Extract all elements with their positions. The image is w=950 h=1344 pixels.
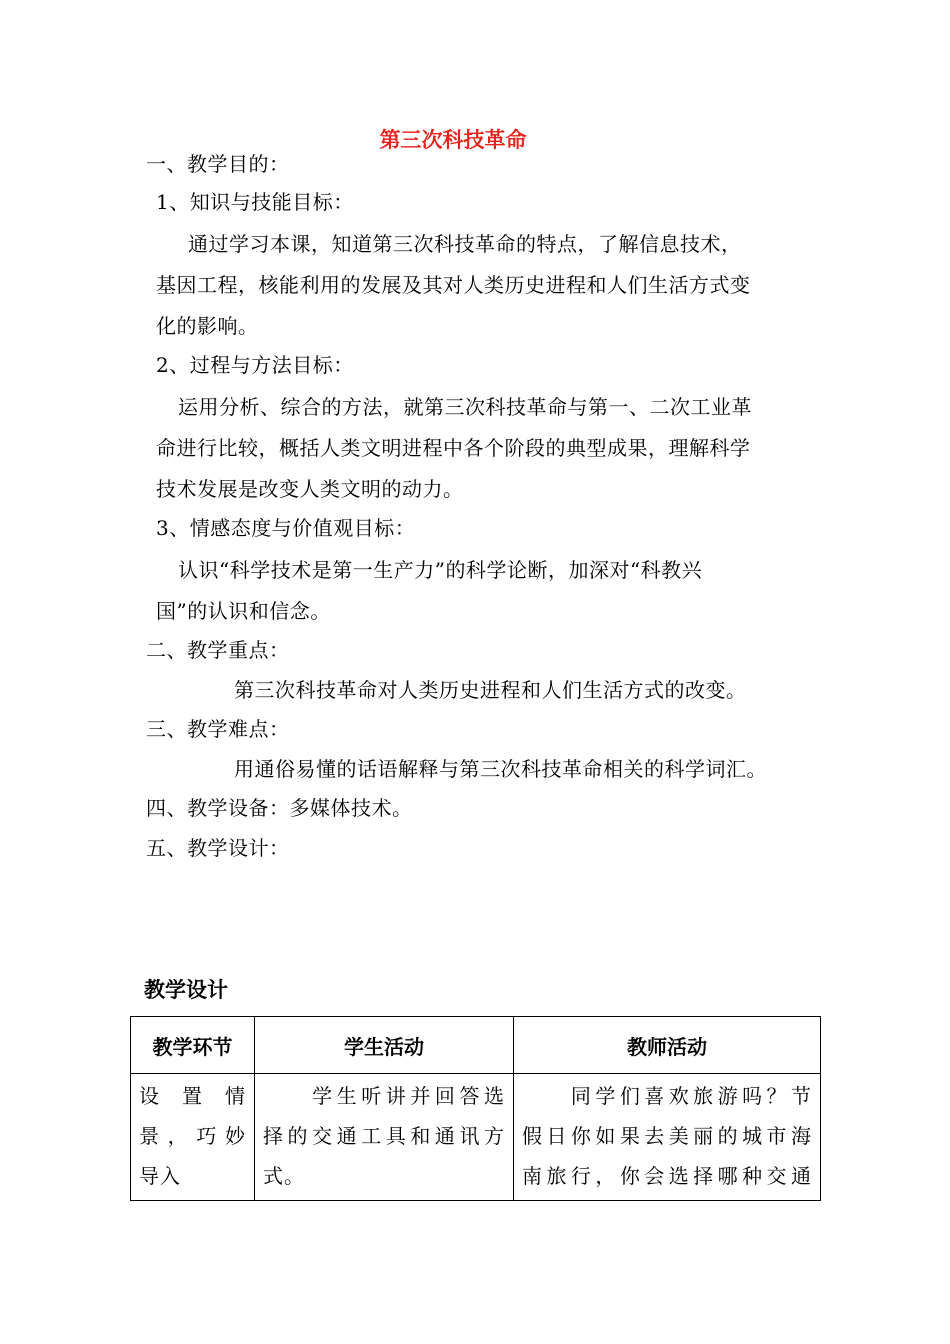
goal1-line-3: 化的影响。	[156, 314, 259, 338]
cell-stage	[131, 1074, 255, 1201]
section-heading-equipment: 四、教学设备：多媒体技术。	[146, 796, 413, 820]
table-header-row	[131, 1017, 821, 1074]
cell-student	[255, 1074, 514, 1201]
design-table-heading: 教学设计	[144, 978, 228, 1002]
cell-student-line-1: 学生听讲并回答选	[263, 1084, 505, 1108]
difficulties-content: 用通俗易懂的话语解释与第三次科技革命相关的科学词汇。	[234, 757, 767, 781]
goal1-heading: 1、知识与技能目标：	[156, 190, 354, 214]
design-table	[130, 1016, 821, 1201]
column-header-student: 学生活动	[255, 1017, 514, 1074]
section-heading-design: 五、教学设计：	[146, 836, 290, 860]
cell-student-line-2: 择的交通工具和通讯方	[263, 1124, 505, 1148]
column-header-stage: 教学环节	[131, 1017, 255, 1074]
goal1-line-2: 基因工程，核能利用的发展及其对人类历史进程和人们生活方式变	[156, 273, 751, 297]
goal2-line-3: 技术发展是改变人类文明的动力。	[156, 477, 464, 501]
cell-teacher	[514, 1074, 821, 1201]
column-header-teacher: 教师活动	[514, 1017, 821, 1074]
goal3-heading: 3、情感态度与价值观目标：	[156, 516, 416, 540]
cell-teacher-line-3: 南旅行，你会选择哪种交通	[522, 1164, 812, 1188]
goal2-line-2: 命进行比较，概括人类文明进程中各个阶段的典型成果，理解科学	[156, 436, 751, 460]
document-title: 第三次科技革命	[379, 128, 527, 152]
goal3-line-1: 认识“科学技术是第一生产力”的科学论断，加深对“科教兴	[178, 558, 703, 582]
goal2-heading: 2、过程与方法目标：	[156, 353, 354, 377]
goal3-line-2: 国”的认识和信念。	[156, 599, 331, 623]
section-heading-objectives: 一、教学目的：	[146, 152, 290, 176]
cell-teacher-line-2: 假日你如果去美丽的城市海	[522, 1124, 812, 1148]
cell-stage-line-3: 导入	[139, 1164, 181, 1188]
cell-teacher-line-1: 同学们喜欢旅游吗？节	[522, 1084, 812, 1108]
key-points-content: 第三次科技革命对人类历史进程和人们生活方式的改变。	[234, 678, 747, 702]
table-row	[131, 1074, 821, 1201]
section-heading-difficulties: 三、教学难点：	[146, 717, 290, 741]
cell-stage-line-1: 设 置 情	[139, 1084, 246, 1108]
section-heading-key-points: 二、教学重点：	[146, 638, 290, 662]
cell-stage-line-2: 景，巧妙	[139, 1124, 246, 1148]
goal1-line-1: 通过学习本课，知道第三次科技革命的特点，了解信息技术，	[188, 232, 742, 256]
goal2-line-1: 运用分析、综合的方法，就第三次科技革命与第一、二次工业革	[178, 395, 752, 419]
cell-student-line-3: 式。	[263, 1164, 305, 1188]
